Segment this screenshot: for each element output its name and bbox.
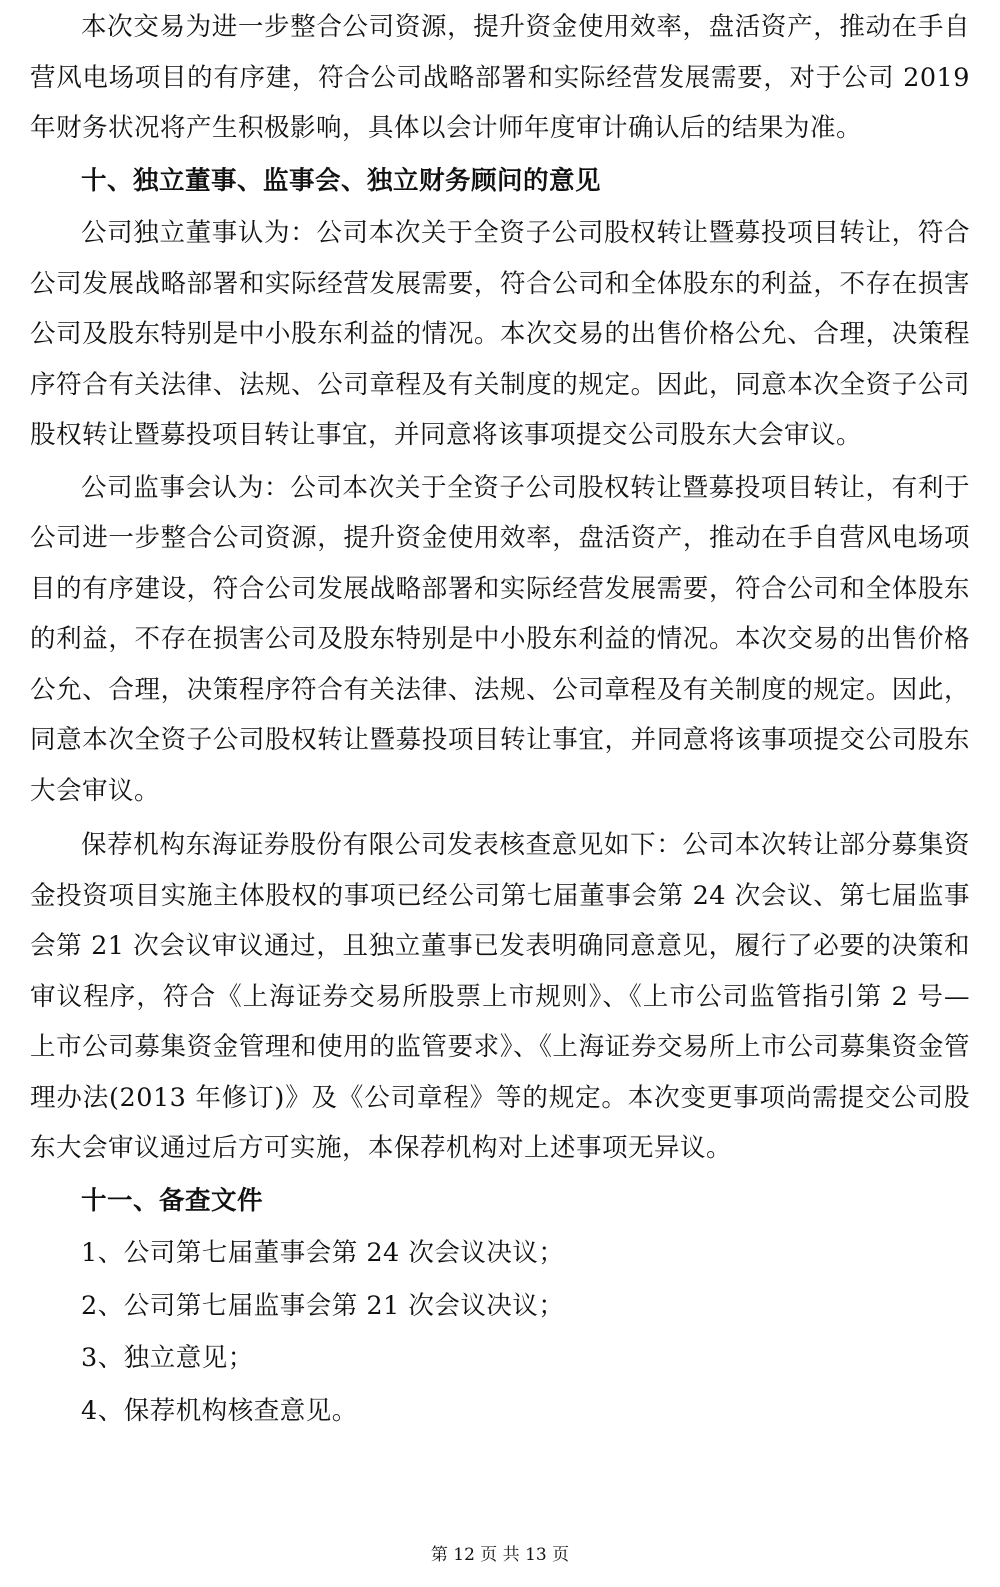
section-ten-heading: 十、独立董事、监事会、独立财务顾问的意见 xyxy=(81,165,602,196)
section-eleven-heading: 十一、备查文件 xyxy=(81,1185,264,1216)
intro-paragraph: 本次交易为进一步整合公司资源，提升资金使用效率，盘活资产，推动在手自营风电场项目的有序建，符合公司战略部署和实际经营发展需要，对于公司 2019 年财务状况将产生积极影响，具体以会计师年度审计确认后的结果为准。 xyxy=(30,12,970,143)
page-number-footer: 第 12 页 共 13 页 xyxy=(430,1545,570,1565)
supervisory-board-opinion-paragraph: 公司监事会认为：公司本次关于全资子公司股权转让暨募投项目转让，有利于公司进一步整合公司资源，提升资金使用效率，盘活资产，推动在手自营风电场项目的有序建设，符合公司发展战略部署和实际经营发展需要，符合公司和全体股东的利益，不存在损害公司及股东特别是中小股东利益的情况。本次交易的出售价格公允、合理，决策程序符合有关法律、法规、公司章程及有关制度的规定。因此，同意本次全资子公司股权转让暨募投项目转让事宜，并同意将该事项提交公司股东大会审议。 xyxy=(30,472,970,806)
reference-item-3: 3、独立意见； xyxy=(81,1343,254,1373)
reference-item-2: 2、公司第七届监事会第 21 次会议决议； xyxy=(81,1290,565,1321)
reference-item-1: 1、公司第七届董事会第 24 次会议决议； xyxy=(81,1238,565,1268)
sponsor-opinion-paragraph: 保荐机构东海证券股份有限公司发表核查意见如下：公司本次转让部分募集资金投资项目实施主体股权的事项已经公司第七届董事会第 24 次会议、第七届监事会第 21 次会议审议通过，且独立董事已发表明确同意意见，履行了必要的决策和审议程序，符合《上海证券交易所股票上市规则》、《上市公司监管指引第 2 号—上市公司募集资金管理和使用的监管要求》、《上海证券交易所上市公司募集资金管理办法(2013 年修订)》及《公司章程》等的规定。本次变更事项尚需提交公司股东大会审议通过后方可实施，本保荐机构对上述事项无异议。 xyxy=(30,830,970,1163)
document-page xyxy=(30,2,970,1436)
independent-directors-opinion-paragraph: 公司独立董事认为：公司本次关于全资子公司股权转让暨募投项目转让，符合公司发展战略部署和实际经营发展需要，符合公司和全体股东的利益，不存在损害公司及股东特别是中小股东利益的情况。本次交易的出售价格公允、合理，决策程序符合有关法律、法规、公司章程及有关制度的规定。因此，同意本次全资子公司股权转让暨募投项目转让事宜，并同意将该事项提交公司股东大会审议。 xyxy=(30,218,970,450)
reference-item-4: 4、保荐机构核查意见。 xyxy=(81,1395,358,1426)
